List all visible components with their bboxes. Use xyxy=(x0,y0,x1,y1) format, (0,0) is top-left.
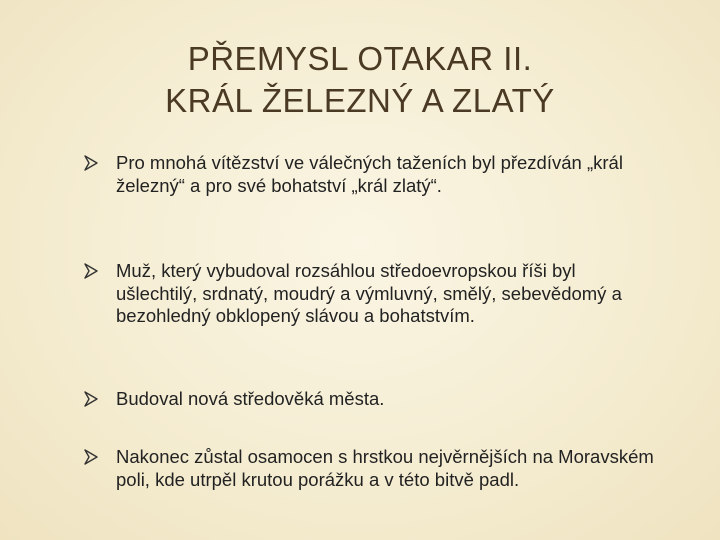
bullet-text: Budoval nová středověká města. xyxy=(116,388,385,409)
arrowhead-bullet-icon xyxy=(84,391,98,407)
slide-title-line-1: PŘEMYSL OTAKAR II. xyxy=(187,40,533,77)
slide-title xyxy=(0,38,720,122)
arrowhead-bullet-icon xyxy=(84,263,98,279)
arrowhead-bullet-icon xyxy=(84,155,98,171)
bullet-text: Muž, který vybudoval rozsáhlou středoevropskou říši byl ušlechtilý, srdnatý, moudrý a výmluvný, smělý, sebevědomý a bezohledný obklopený slávou a bohatstvím. xyxy=(116,260,622,326)
bullet-text: Nakonec zůstal osamocen s hrstkou nejvěrnějších na Moravském poli, kde utrpěl krutou porážku a v této bitvě padl. xyxy=(116,446,654,490)
bullet-text: Pro mnohá vítězství ve válečných taženích byl přezdíván „král železný“ a pro své bohatství „král zlatý“. xyxy=(116,152,623,196)
slide-title-line-2: KRÁL ŽELEZNÝ A ZLATÝ xyxy=(165,82,555,119)
arrowhead-bullet-icon xyxy=(84,449,98,465)
